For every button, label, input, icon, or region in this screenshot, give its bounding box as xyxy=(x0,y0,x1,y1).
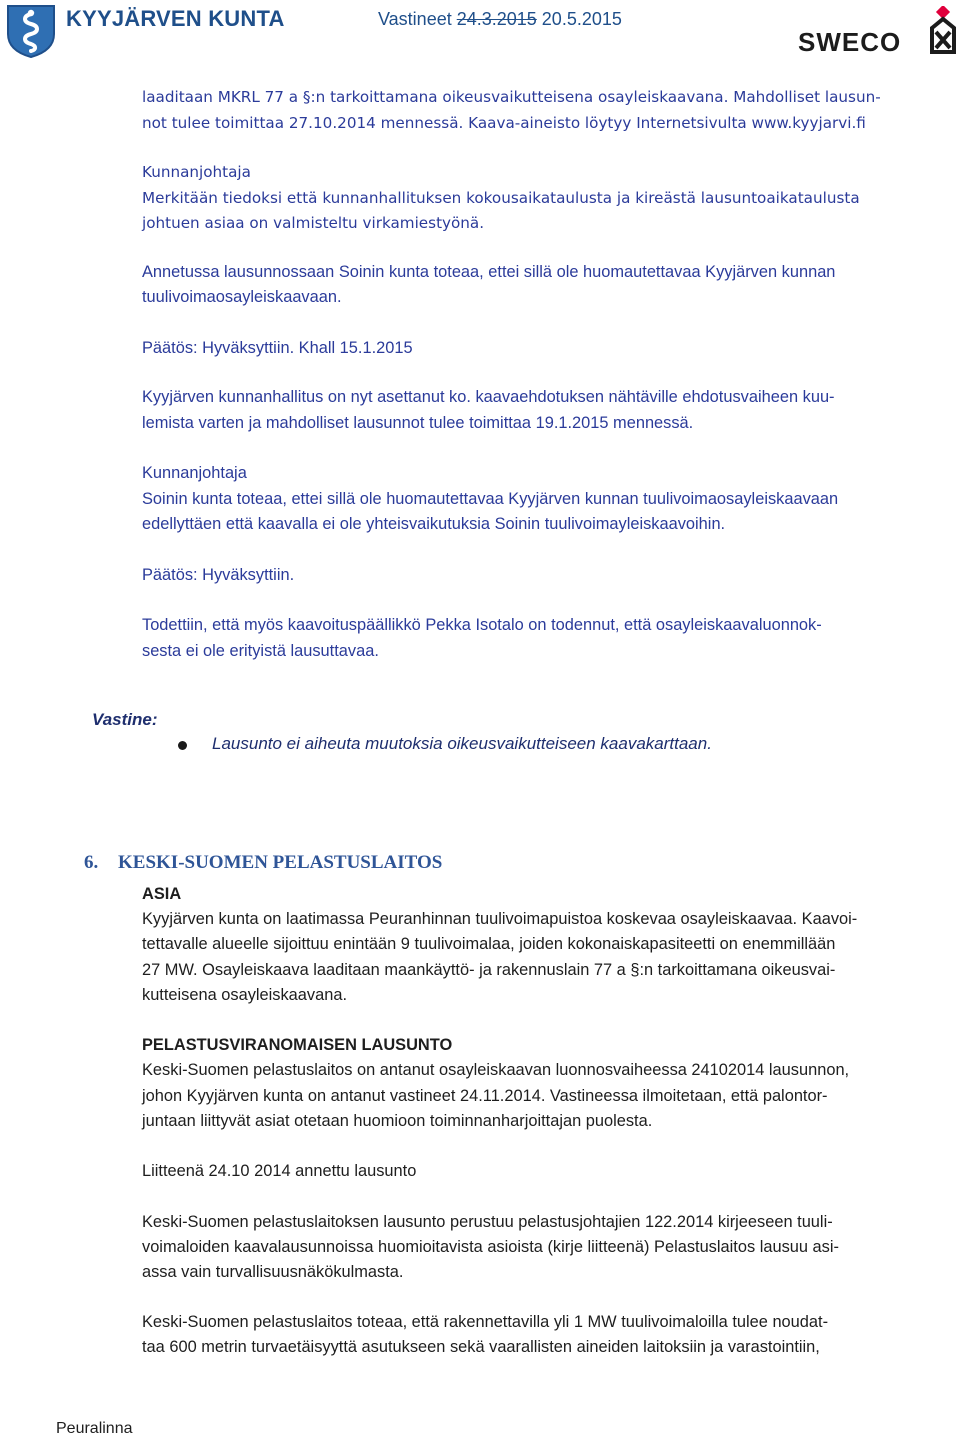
versions-prefix: Vastineet xyxy=(378,9,457,29)
page-header xyxy=(0,0,960,62)
kunnanjohtaja-label-1: Kunnanjohtaja xyxy=(142,163,251,181)
kunnanhallitus-line-2: lemista varten ja mahdolliset lausunnot tulee toimittaa 19.1.2015 mennessä. xyxy=(142,414,694,432)
asia-line-3: 27 MW. Osayleiskaava laaditaan maankäyttö- ja rakennuslain 77 a §:n tarkoittamana oikeusvai- xyxy=(142,961,836,979)
paatos-hyvaksyttiin: Päätös: Hyväksyttiin. xyxy=(142,566,295,584)
todettiin-line-1: Todettiin, että myös kaavoituspäällikkö Pekka Isotalo on todennut, että osayleiskaavaluonnok- xyxy=(142,616,822,634)
sweco-wordmark: SWECO xyxy=(798,27,902,57)
asia-line-2: tettavalle alueelle sijoittuu enintään 9 tuulivoimalaa, joiden kokonaiskapasiteetti on enemmillään xyxy=(142,935,836,953)
document-version-dates xyxy=(378,9,622,30)
kunnanhallitus-line-1: Kyyjärven kunnanhallitus on nyt asettanut ko. kaavaehdotuksen nähtäville ehdotusvaiheen kuu- xyxy=(142,388,835,406)
soinin-line-1: Soinin kunta toteaa, ettei sillä ole huomautettavaa Kyyjärven kunnan tuulivoimaosayleiskaavaan xyxy=(142,490,839,508)
merkitaan-line-2: johtuen asiaa on valmisteltu virkamiestyönä. xyxy=(142,214,485,232)
toteaa-line-1: Keski-Suomen pelastuslaitos toteaa, että rakennettavilla yli 1 MW tuulivoimaloilla tulee noudat- xyxy=(142,1313,829,1331)
asia-line-4: kutteisena osayleiskaavana. xyxy=(142,986,348,1004)
vastine-bullet-text: Lausunto ei aiheuta muutoksia oikeusvaikutteiseen kaavakarttaan. xyxy=(212,734,712,753)
vastine-label: Vastine: xyxy=(92,710,158,729)
municipality-name: KYYJÄRVEN KUNTA xyxy=(66,6,285,31)
section-number: 6. xyxy=(84,852,99,873)
page-footer-label: Peuralinna xyxy=(56,1420,133,1437)
perustuu-line-1: Keski-Suomen pelastuslaitoksen lausunto perustuu pelastusjohtajien 122.2014 kirjeeseen tuuli- xyxy=(142,1213,833,1231)
lausunto-line-1: Keski-Suomen pelastuslaitos on antanut osayleiskaavan luonnosvaiheessa 24102014 lausunnon, xyxy=(142,1061,850,1079)
bullet-point-icon xyxy=(178,741,187,750)
versions-current-date: 20.5.2015 xyxy=(536,9,622,29)
intro-paragraph-line-1: laaditaan MKRL 77 a §:n tarkoittamana oikeusvaikutteisena osayleiskaavana. Mahdolliset lausun- xyxy=(142,88,881,106)
annetussa-line-2: tuulivoimaosayleiskaavaan. xyxy=(142,288,342,306)
coat-of-arms-icon xyxy=(4,4,58,58)
asia-line-1: Kyyjärven kunta on laatimassa Peuranhinnan tuulivoimapuistoa koskevaa osayleiskaavaa. Kaavoi- xyxy=(142,910,858,928)
lausunto-heading: PELASTUSVIRANOMAISEN LAUSUNTO xyxy=(142,1036,453,1054)
lausunto-line-3: juntaan liittyvät asiat otetaan huomioon toiminnanharjoittajan puolesta. xyxy=(142,1112,653,1130)
merkitaan-line-1: Merkitään tiedoksi että kunnanhallituksen kokousaikataulusta ja kireästä lausuntoaikataulusta xyxy=(142,189,860,207)
lausunto-line-2: johon Kyyjärven kunta on antanut vastineet 24.11.2014. Vastineessa ilmoitetaan, että palontor- xyxy=(142,1087,828,1105)
intro-paragraph-line-2: not tulee toimittaa 27.10.2014 mennessä. Kaava-aineisto löytyy Internetsivulta www.kyyjarvi.fi xyxy=(142,114,866,132)
annetussa-line-1: Annetussa lausunnossaan Soinin kunta toteaa, ettei sillä ole huomautettavaa Kyyjärven kunnan xyxy=(142,263,836,281)
section-title: KESKI-SUOMEN PELASTUSLAITOS xyxy=(118,852,443,873)
soinin-line-2: edellyttäen että kaavalla ei ole yhteisvaikutuksia Soinin tuulivoimayleiskaavoihin. xyxy=(142,515,726,533)
versions-struck-date: 24.3.2015 xyxy=(456,9,537,29)
perustuu-line-3: assa vain turvallisuusnäkökulmasta. xyxy=(142,1263,404,1281)
liitteena-line: Liitteenä 24.10 2014 annettu lausunto xyxy=(142,1162,417,1180)
asia-heading: ASIA xyxy=(142,885,182,903)
toteaa-line-2: taa 600 metrin turvaetäisyyttä asutukseen sekä vaarallisten aineiden laitoksiin ja varastointiin, xyxy=(142,1338,820,1356)
todettiin-line-2: sesta ei ole erityistä lausuttavaa. xyxy=(142,642,379,660)
paatos-khall: Päätös: Hyväksyttiin. Khall 15.1.2015 xyxy=(142,339,413,357)
perustuu-line-2: voimaloiden kaavalausunnoissa huomioitavista asioista (kirje liitteenä) Pelastuslaitos lausuu asi- xyxy=(142,1238,839,1256)
section-6-heading xyxy=(84,852,442,874)
kunnanjohtaja-label-2: Kunnanjohtaja xyxy=(142,464,247,482)
